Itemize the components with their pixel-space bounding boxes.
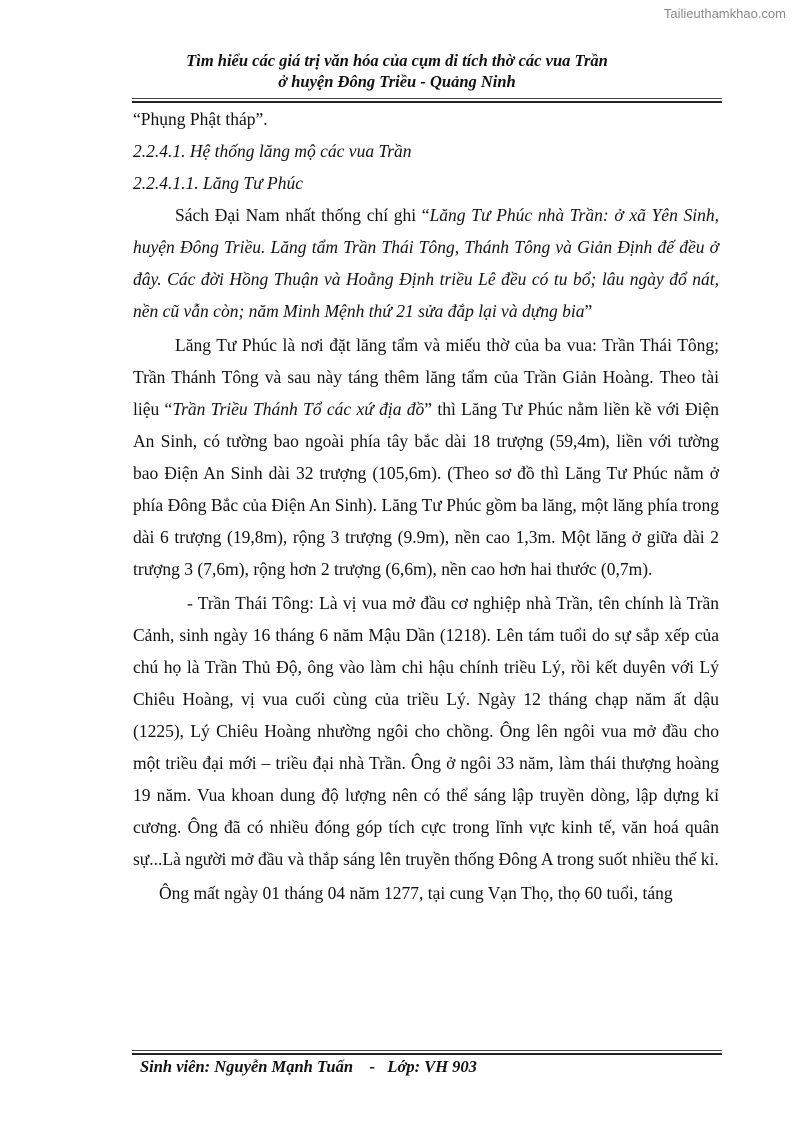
header-title-line2: ở huyện Đông Triều - Quảng Ninh (278, 72, 516, 91)
page-footer: Sinh viên: Nguyễn Mạnh Tuấn - Lớp: VH 903 (140, 1057, 477, 1076)
paragraph-death: Ông mất ngày 01 tháng 04 năm 1277, tại cung Vạn Thọ, thọ 60 tuổi, táng (159, 883, 673, 903)
quote-open: Sách Đại Nam nhất thống chí ghi “ (175, 205, 430, 225)
description-text-b: ” thì Lăng Tư Phúc nằm liền kề với Điện An Sinh, có tường bao ngoài phía tây bắc dài 18 trượng (59,4m), liền với tường bao Điện An Sinh dài 32 trượng (105,6m). (Theo sơ đồ thì Lăng Tư Phúc nằm ở phía Đông Bắc của Điện An Sinh). Lăng Tư Phúc gồm ba lăng, một lăng phía trong dài 6 trượng (19,8m), rộng 3 trượng (9.9m), nền cao 1,3m. Một lăng ở giữa dài 2 trượng 3 (7,6m), rộng hơn 2 trượng (6,6m), nền cao hơn hai thước (0,7m). (133, 399, 719, 579)
page-body (133, 103, 719, 909)
paragraph-description (133, 329, 719, 585)
header-title-line1: Tìm hiểu các giá trị văn hóa của cụm di tích thờ các vua Trần (186, 51, 608, 70)
footer-rule (132, 1050, 722, 1051)
subsection-heading: 2.2.4.1.1. Lăng Tư Phúc (133, 173, 303, 193)
page-header (0, 50, 794, 92)
section-heading: 2.2.4.1. Hệ thống lăng mộ các vua Trần (133, 141, 412, 161)
paragraph-intro: “Phụng Phật tháp”. (133, 109, 268, 129)
watermark: Tailieuthamkhao.com (663, 6, 786, 21)
footer-rule-thick (132, 1053, 722, 1055)
document-title: Trần Triều Thánh Tổ các xứ địa đồ (172, 399, 425, 419)
quote-text: Lăng Tư Phúc nhà Trần: ở xã Yên Sinh, huyện Đông Triều. Lăng tẩm Trần Thái Tông, Thánh Tông và Giản Định đế đều ở đây. Các đời Hồng Thuận và Hoằng Định triều Lê đều có tu bổ; lâu ngày đổ nát, nền cũ vẫn còn; năm Minh Mệnh thứ 21 sửa đắp lại và dựng bia (133, 205, 719, 321)
paragraph-tran-thai-tong: - Trần Thái Tông: Là vị vua mở đầu cơ nghiệp nhà Trần, tên chính là Trần Cảnh, sinh ngày 16 tháng 6 năm Mậu Dần (1218). Lên tám tuổi do sự sắp xếp của chú họ là Trần Thủ Độ, ông vào làm chi hậu chính triều Lý, rồi kết duyên với Lý Chiêu Hoàng, vị vua cuối cùng của triều Lý. Ngày 12 tháng chạp năm ất dậu (1225), Lý Chiêu Hoàng nhường ngôi cho chồng. Ông lên ngôi vua mở đầu cho một triều đại mới – triều đại nhà Trần. Ông ở ngôi 33 năm, làm thái thượng hoàng 19 năm. Vua khoan dung độ lượng nên có thể sáng lập truyền dòng, lập dựng kỉ cương. Ông đã có nhiều đóng góp tích cực trong lĩnh vực kinh tế, văn hoá quân sự...Là người mở đầu và thắp sáng lên truyền thống Đông A trong suốt nhiều thế kỉ. (133, 593, 719, 869)
paragraph-quote (133, 199, 719, 327)
description-text-a: Lăng Tư Phúc là nơi đặt lăng tẩm và miếu thờ của ba vua: Trần Thái Tông; Trần Thánh Tông và sau này táng thêm lăng tẩm của Trần Giản Hoàng. Theo tài liệu “ (133, 335, 719, 419)
header-rule (132, 98, 722, 99)
quote-close: ” (584, 301, 593, 321)
